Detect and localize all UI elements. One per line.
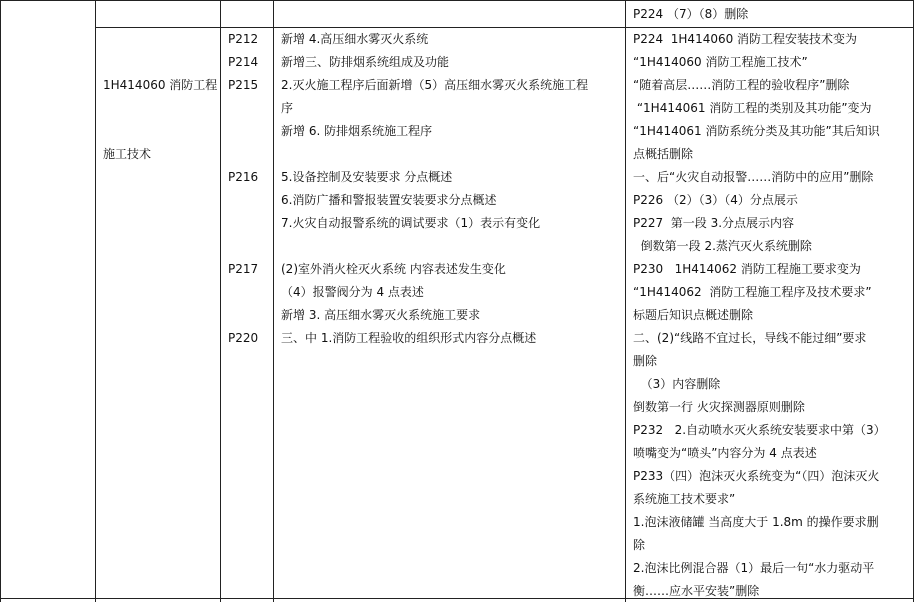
change-line: 除 (633, 538, 646, 552)
new-content-column (281, 28, 588, 350)
table-border-top (0, 0, 914, 1)
column-divider (625, 0, 626, 602)
page-column (228, 28, 272, 588)
deleted-changed-column (633, 28, 886, 603)
new-content-line: 新增三、防排烟系统组成及功能 (281, 55, 450, 69)
change-line: 倒数第一段 2.蒸汽灭火系统删除 (633, 239, 812, 253)
page-label: P215 (228, 78, 259, 92)
page-label: P220 (228, 331, 259, 345)
change-line: 倒数第一行 火灾探测器原则删除 (633, 400, 805, 414)
change-line: “随着高层……消防工程的验收程序”删除 (633, 78, 850, 92)
new-content-line: (2)室外消火栓灭火系统 内容表述发生变化 (281, 262, 506, 276)
change-line: 系统施工技术要求” (633, 492, 736, 506)
change-line: 标题后知识点概述删除 (633, 308, 754, 322)
change-line: P233（四）泡沫灭火系统变为“（四）泡沫灭火 (633, 469, 880, 483)
column-divider (220, 0, 221, 602)
change-line: “1H414062 消防工程施工程序及技术要求” (633, 285, 872, 299)
section-line: 1H414060 消防工程 (103, 78, 218, 92)
change-line: （3）内容删除 (633, 377, 721, 391)
change-line: 点概括删除 (633, 147, 694, 161)
new-content-line: 三、中 1.消防工程验收的组织形式内容分点概述 (281, 331, 537, 345)
change-line: P230 1H414062 消防工程施工要求变为 (633, 262, 861, 276)
change-line: 衡……应水平安装”删除 (633, 584, 760, 598)
change-line: P227 第一段 3.分点展示内容 (633, 216, 795, 230)
new-content-line: 6.消防广播和警报装置安装要求分点概述 (281, 193, 497, 207)
new-content-line (281, 235, 588, 258)
new-content-line: 7.火灾自动报警系统的调试要求（1）表示有变化 (281, 216, 541, 230)
change-line: P226 （2）（3）（4）分点展示 (633, 193, 798, 207)
change-line: 删除 (633, 354, 658, 368)
table-border-left (0, 0, 1, 602)
change-line: P224 1H414060 消防工程安装技术变为 (633, 32, 858, 46)
page-label: P212 (228, 32, 259, 46)
new-content-line: 5.设备控制及安装要求 分点概述 (281, 170, 453, 184)
new-content-line: 新增 3. 高压细水雾灭火系统施工要求 (281, 308, 481, 322)
top-row-change-text: P224 （7）（8）删除 (633, 7, 749, 21)
new-content-line: 新增 4.高压细水雾灭火系统 (281, 32, 429, 46)
column-divider (95, 0, 96, 602)
new-content-line: 新增 6. 防排烟系统施工程序 (281, 124, 433, 138)
page-label: P214 (228, 55, 259, 69)
section-cell (103, 28, 217, 212)
new-content-line: （4）报警阀分为 4 点表述 (281, 285, 424, 299)
change-line: “1H414060 消防工程施工技术” (633, 55, 808, 69)
page-label: P216 (228, 170, 259, 184)
change-line: 二、(2)“线路不宜过长，导线不能过细”要求 (633, 331, 867, 345)
change-line: P232 2.自动喷水灭火系统安装要求中第（3） (633, 423, 886, 437)
change-line: 1.泡沫液储罐 当高度大于 1.8m 的操作要求删 (633, 515, 879, 529)
new-content-line: 序 (281, 101, 294, 115)
new-content-line: 2.灭火施工程序后面新增（5）高压细水雾灭火系统施工程 (281, 78, 589, 92)
change-line: 喷嘴变为“喷头”内容分为 4 点表述 (633, 446, 817, 460)
page-label: P217 (228, 262, 259, 276)
change-line: 一、后“火灾自动报警……消防中的应用”删除 (633, 170, 874, 184)
change-line: 2.泡沫比例混合器（1）最后一句“水力驱动平 (633, 561, 875, 575)
new-content-line (281, 143, 588, 166)
change-line: “1H414061 消防系统分类及其功能”其后知识 (633, 124, 880, 138)
column-divider (273, 0, 274, 602)
change-line: “1H414061 消防工程的类别及其功能”变为 (633, 101, 872, 115)
section-line: 施工技术 (103, 147, 152, 161)
